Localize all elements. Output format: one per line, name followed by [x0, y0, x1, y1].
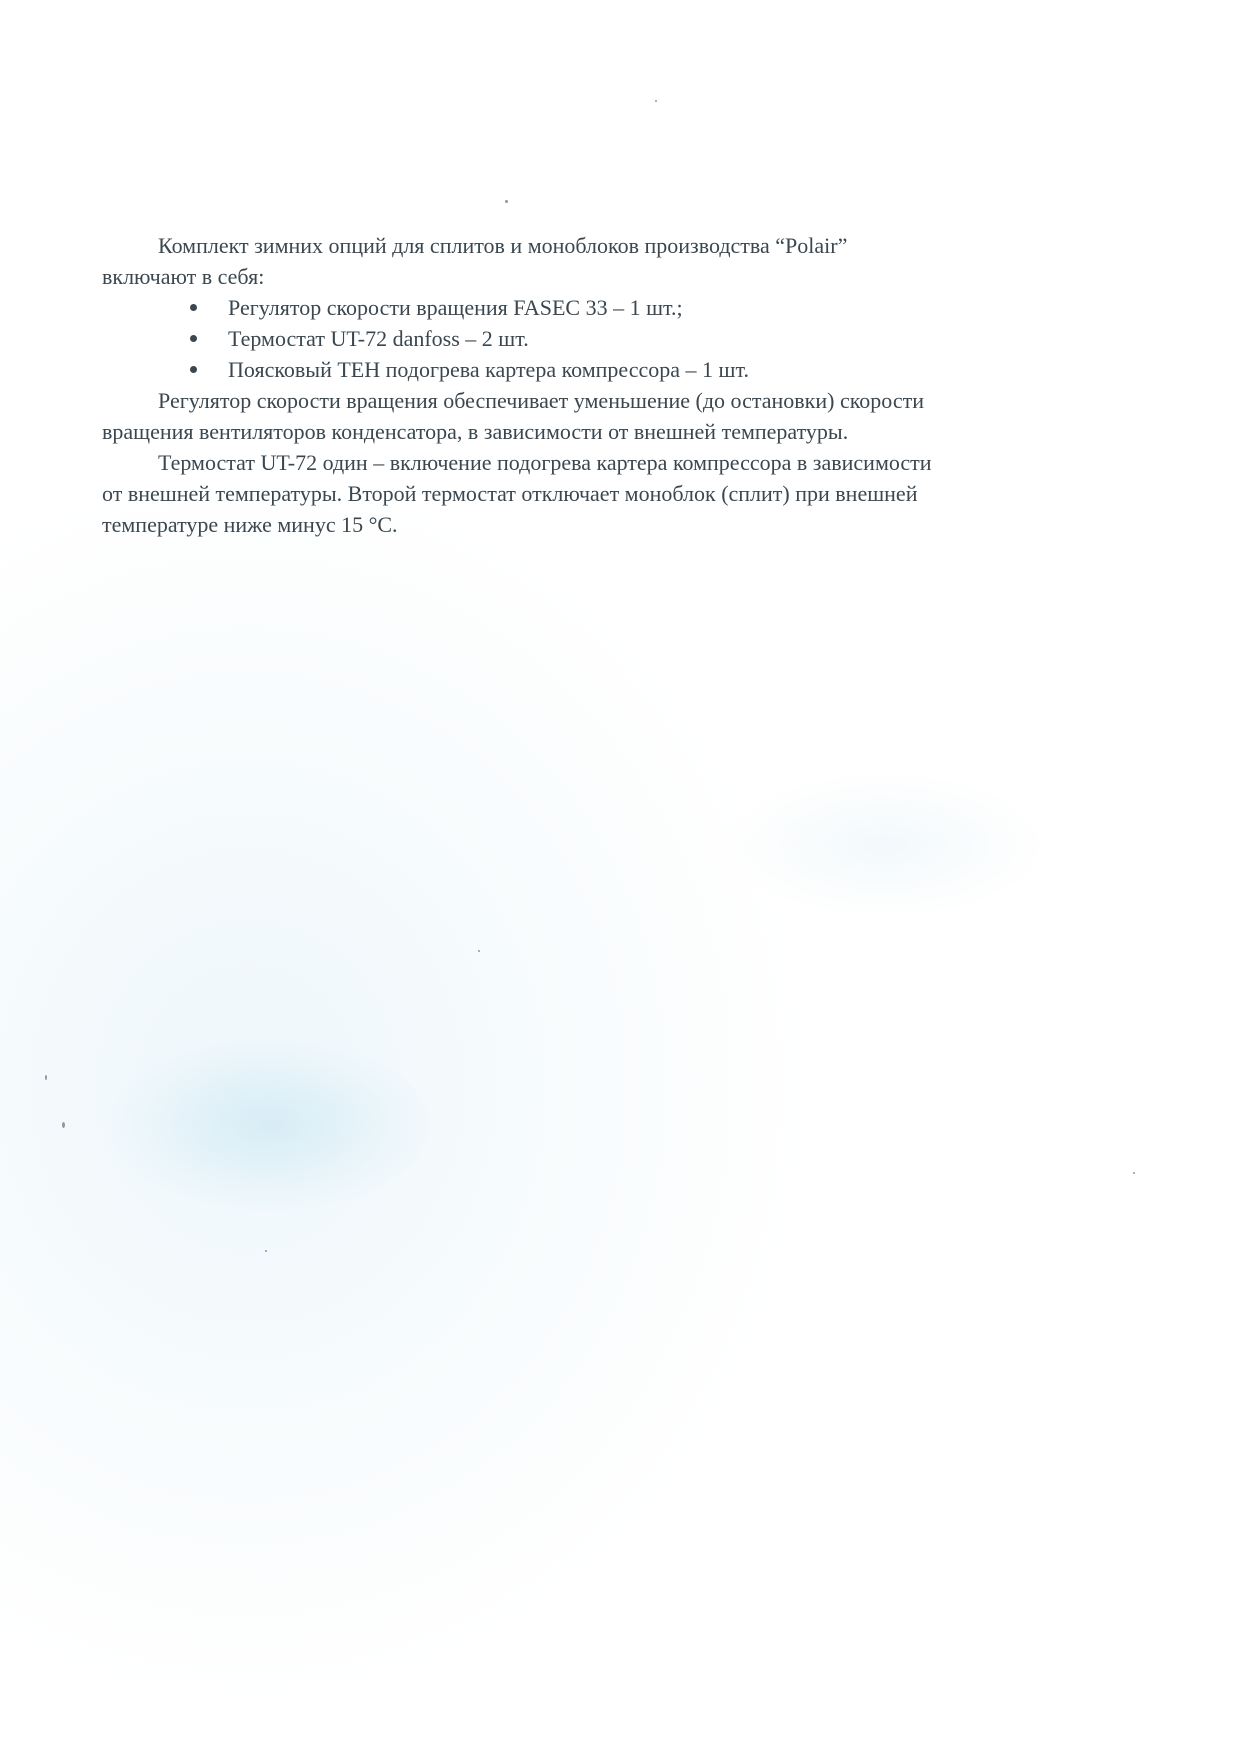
- bullet-icon: [190, 335, 197, 342]
- scan-speck: [62, 1122, 65, 1128]
- scan-speck: [1133, 1172, 1135, 1174]
- paragraph-line: температуре ниже минус 15 °С.: [102, 512, 398, 537]
- list-item: [190, 292, 1112, 323]
- document-body: [102, 230, 1112, 540]
- intro-paragraph: [102, 230, 1112, 292]
- thermostat-paragraph: [102, 447, 1112, 540]
- bullet-icon: [190, 366, 197, 373]
- list-item-text: Поясковый ТЕН подогрева картера компрессора – 1 шт.: [228, 357, 749, 382]
- paragraph-line: Регулятор скорости вращения обеспечивает уменьшение (до остановки) скорости: [158, 388, 924, 413]
- list-item-text: Термостат UT-72 danfoss – 2 шт.: [228, 326, 529, 351]
- scan-speck: [655, 100, 657, 102]
- scan-speck: [265, 1250, 267, 1252]
- scan-speck: [478, 950, 480, 952]
- bullet-icon: [190, 304, 197, 311]
- list-item: [190, 354, 1112, 385]
- intro-line: Комплект зимних опций для сплитов и моноблоков производства “Polair”: [158, 233, 848, 258]
- paragraph-line: от внешней температуры. Второй термостат отключает моноблок (сплит) при внешней: [102, 481, 918, 506]
- scan-speck: [45, 1075, 47, 1080]
- scan-speck: [505, 200, 508, 203]
- list-item: [190, 323, 1112, 354]
- options-list: [102, 292, 1112, 385]
- scan-stain: [720, 770, 1050, 920]
- scan-stain: [110, 1040, 430, 1210]
- list-item-text: Регулятор скорости вращения FASEC 33 – 1 шт.;: [228, 295, 683, 320]
- paragraph-line: Термостат UT-72 один – включение подогрева картера компрессора в зависимости: [158, 450, 932, 475]
- paragraph-line: вращения вентиляторов конденсатора, в зависимости от внешней температуры.: [102, 419, 849, 444]
- intro-line: включают в себя:: [102, 264, 265, 289]
- speed-regulator-paragraph: [102, 385, 1112, 447]
